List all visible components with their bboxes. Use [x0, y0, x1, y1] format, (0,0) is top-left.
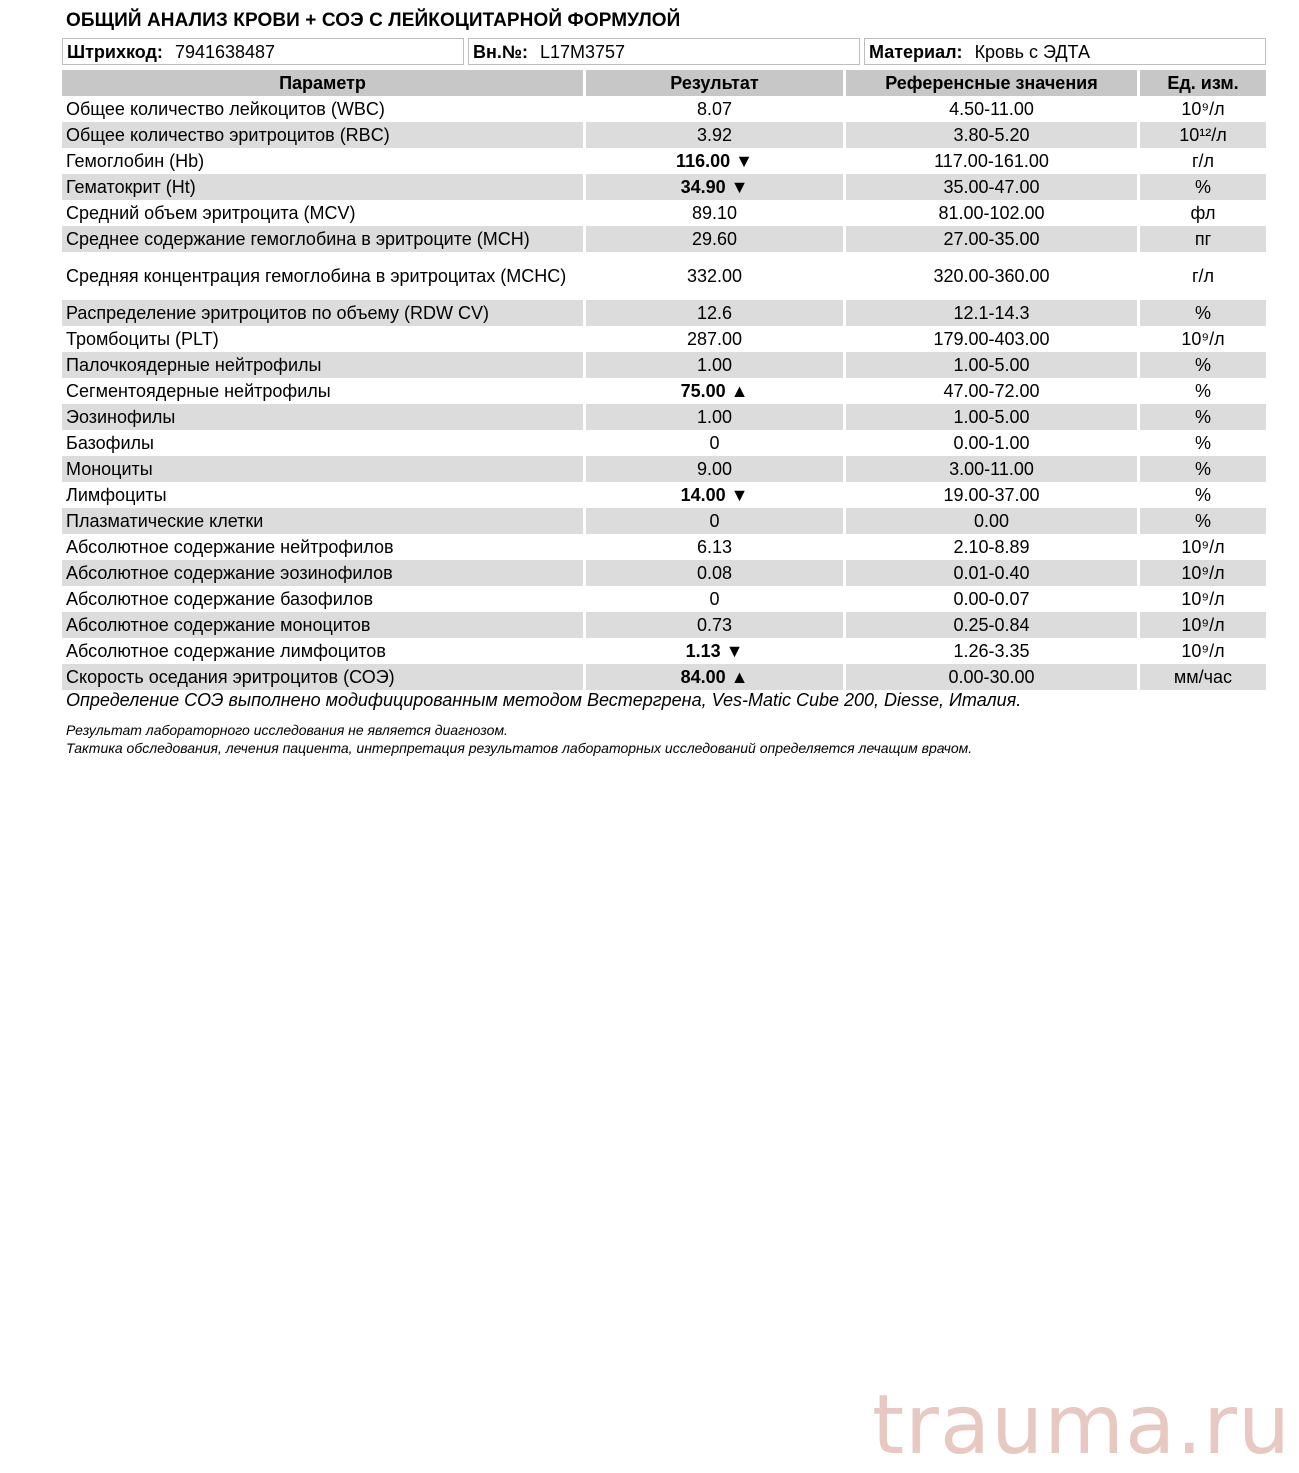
- table-row: [62, 664, 1266, 690]
- param-cell: Общее количество лейкоцитов (WBC): [62, 96, 586, 122]
- result-cell: 34.90 ▼: [586, 174, 846, 200]
- unit-cell: %: [1140, 404, 1266, 430]
- result-cell: 0.73: [586, 612, 846, 638]
- results-table: [62, 70, 1266, 690]
- param-cell: Среднее содержание гемоглобина в эритроците (MCH): [62, 226, 586, 252]
- param-cell: Общее количество эритроцитов (RBC): [62, 122, 586, 148]
- table-header-row: [62, 70, 1266, 96]
- unit-cell: %: [1194, 484, 1211, 505]
- unit-cell: 10⁹/л: [1140, 612, 1266, 638]
- param-cell: Эозинофилы: [62, 404, 586, 430]
- param-cell: Гематокрит (Ht): [62, 174, 586, 200]
- param-cell: Абсолютное содержание моноцитов: [62, 612, 586, 638]
- reference-cell: 0.00: [846, 508, 1140, 534]
- param-cell: Базофилы: [62, 430, 586, 456]
- header-param: Параметр: [62, 70, 586, 96]
- results-body: [62, 96, 1266, 690]
- unit-cell: %: [1140, 174, 1266, 200]
- table-row: [62, 482, 1266, 508]
- result-cell: 0: [586, 508, 846, 534]
- result-cell: 89.10: [586, 200, 846, 226]
- reference-cell: 0.00-1.00: [846, 430, 1140, 456]
- reference-cell: 0.25-0.84: [846, 612, 1140, 638]
- result-cell: 287.00: [586, 326, 846, 352]
- reference-cell: 12.1-14.3: [846, 300, 1140, 326]
- internal-number-label: Вн.№:: [473, 42, 528, 62]
- result-cell: 1.00: [586, 352, 846, 378]
- unit-cell: мм/час: [1140, 664, 1266, 690]
- result-cell: 332.00: [586, 252, 846, 300]
- unit-cell: %: [1194, 432, 1211, 453]
- reference-cell: 0.00-30.00: [846, 664, 1140, 690]
- reference-cell: 2.10-8.89: [846, 534, 1140, 560]
- watermark: trauma.ru: [872, 1378, 1291, 1473]
- barcode-label: Штрихкод:: [67, 42, 163, 62]
- table-row: [62, 252, 1266, 300]
- table-row: [62, 638, 1266, 664]
- param-cell: Абсолютное содержание эозинофилов: [62, 560, 586, 586]
- header-reference: Референсные значения: [846, 70, 1140, 96]
- result-cell: 116.00 ▼: [586, 148, 846, 174]
- reference-cell: 19.00-37.00: [846, 482, 1140, 508]
- reference-cell: 179.00-403.00: [846, 326, 1140, 352]
- result-cell: 8.07: [586, 96, 846, 122]
- report-title: ОБЩИЙ АНАЛИЗ КРОВИ + СОЭ С ЛЕЙКОЦИТАРНОЙ ФОРМУЛОЙ: [66, 10, 681, 31]
- reference-cell: 4.50-11.00: [846, 96, 1140, 122]
- unit-cell: фл: [1190, 202, 1216, 223]
- internal-number-field: [468, 38, 860, 65]
- table-row: [62, 612, 1266, 638]
- result-cell: 29.60: [586, 226, 846, 252]
- unit-cell: пг: [1140, 226, 1266, 252]
- reference-cell: 1.26-3.35: [846, 638, 1140, 664]
- result-cell: 12.6: [586, 300, 846, 326]
- material-value: Кровь с ЭДТА: [974, 42, 1090, 62]
- result-cell: 9.00: [586, 456, 846, 482]
- table-row: [62, 174, 1266, 200]
- result-cell: 1.00: [586, 404, 846, 430]
- param-cell: Сегментоядерные нейтрофилы: [62, 378, 586, 404]
- unit-cell: %: [1194, 380, 1211, 401]
- unit-cell: 10⁹/л: [1181, 536, 1225, 557]
- table-row: [62, 122, 1266, 148]
- table-row: [62, 96, 1266, 122]
- material-field: [864, 38, 1266, 65]
- reference-cell: 320.00-360.00: [846, 252, 1140, 300]
- unit-cell: 10⁹/л: [1140, 560, 1266, 586]
- unit-cell: 10¹²/л: [1140, 122, 1266, 148]
- param-cell: Абсолютное содержание базофилов: [62, 586, 586, 612]
- material-label: Материал:: [869, 42, 963, 62]
- reference-cell: 0.01-0.40: [846, 560, 1140, 586]
- table-row: [62, 404, 1266, 430]
- param-cell: Плазматические клетки: [62, 508, 586, 534]
- reference-cell: 47.00-72.00: [846, 378, 1140, 404]
- param-cell: Моноциты: [62, 456, 586, 482]
- reference-cell: 1.00-5.00: [846, 352, 1140, 378]
- unit-cell: %: [1140, 352, 1266, 378]
- header-result: Результат: [586, 70, 846, 96]
- reference-cell: 3.80-5.20: [846, 122, 1140, 148]
- result-cell: 75.00 ▲: [586, 378, 846, 404]
- unit-cell: 10⁹/л: [1181, 640, 1225, 661]
- table-row: [62, 352, 1266, 378]
- reference-cell: 81.00-102.00: [846, 200, 1140, 226]
- method-note: Определение СОЭ выполнено модифицированным методом Вестергрена, Ves-Matic Cube 200, Diesse, Италия.: [66, 690, 1022, 710]
- barcode-value: 7941638487: [174, 42, 276, 62]
- table-row: [62, 586, 1266, 612]
- sample-meta: [62, 38, 1266, 67]
- result-cell: 0.08: [586, 560, 846, 586]
- unit-cell: г/л: [1191, 150, 1215, 171]
- table-row: [62, 456, 1266, 482]
- table-row: [62, 430, 1266, 456]
- param-cell: Средняя концентрация гемоглобина в эритроцитах (MCHC): [62, 252, 586, 300]
- table-row: [62, 326, 1266, 352]
- unit-cell: г/л: [1191, 265, 1215, 286]
- internal-number-value: L17M3757: [539, 42, 626, 62]
- disclaimer-line-2: Тактика обследования, лечения пациента, интерпретация результатов лабораторных исследований определяется лечащим врачом.: [66, 740, 973, 756]
- table-row: [62, 560, 1266, 586]
- result-cell: 14.00 ▼: [586, 482, 846, 508]
- table-row: [62, 226, 1266, 252]
- table-row: [62, 534, 1266, 560]
- result-cell: 0: [586, 430, 846, 456]
- param-cell: Абсолютное содержание лимфоцитов: [62, 638, 586, 664]
- reference-cell: 1.00-5.00: [846, 404, 1140, 430]
- unit-cell: %: [1140, 456, 1266, 482]
- result-cell: 6.13: [586, 534, 846, 560]
- result-cell: 84.00 ▲: [586, 664, 846, 690]
- table-row: [62, 300, 1266, 326]
- unit-cell: %: [1140, 508, 1266, 534]
- table-row: [62, 508, 1266, 534]
- disclaimer-line-1: Результат лабораторного исследования не является диагнозом.: [66, 722, 508, 738]
- table-row: [62, 378, 1266, 404]
- param-cell: Распределение эритроцитов по объему (RDW CV): [62, 300, 586, 326]
- param-cell: Средний объем эритроцита (MCV): [62, 200, 586, 226]
- reference-cell: 117.00-161.00: [846, 148, 1140, 174]
- unit-cell: %: [1140, 300, 1266, 326]
- reference-cell: 35.00-47.00: [846, 174, 1140, 200]
- table-row: [62, 200, 1266, 226]
- barcode-field: [62, 38, 464, 65]
- unit-cell: 10⁹/л: [1181, 328, 1225, 349]
- param-cell: Гемоглобин (Hb): [62, 148, 586, 174]
- result-cell: 1.13 ▼: [586, 638, 846, 664]
- param-cell: Скорость оседания эритроцитов (СОЭ): [62, 664, 586, 690]
- unit-cell: 10⁹/л: [1181, 588, 1225, 609]
- param-cell: Палочкоядерные нейтрофилы: [62, 352, 586, 378]
- param-cell: Абсолютное содержание нейтрофилов: [62, 534, 586, 560]
- result-cell: 3.92: [586, 122, 846, 148]
- param-cell: Лимфоциты: [62, 482, 586, 508]
- unit-cell: 10⁹/л: [1181, 98, 1225, 119]
- reference-cell: 0.00-0.07: [846, 586, 1140, 612]
- reference-cell: 27.00-35.00: [846, 226, 1140, 252]
- param-cell: Тромбоциты (PLT): [62, 326, 586, 352]
- table-row: [62, 148, 1266, 174]
- result-cell: 0: [586, 586, 846, 612]
- reference-cell: 3.00-11.00: [846, 456, 1140, 482]
- header-unit: Ед. изм.: [1140, 70, 1266, 96]
